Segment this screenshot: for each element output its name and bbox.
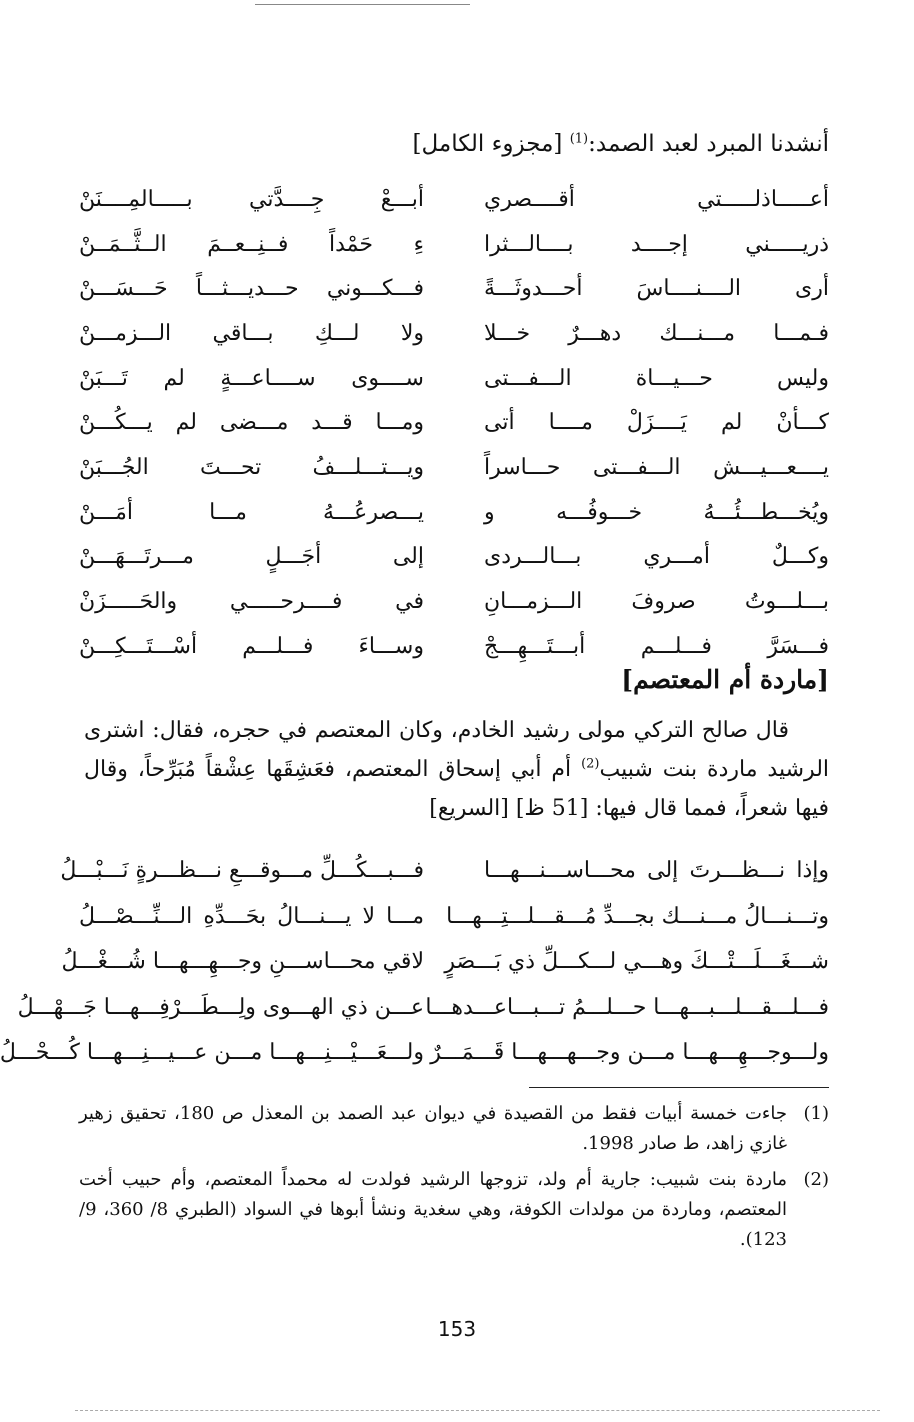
poem-2 [0,848,829,1076]
verse [79,490,829,535]
verse [79,356,829,401]
first-hemistich: ويُخـــطـــئُـــهُ خـــوفُـــه و [484,499,829,525]
verse [79,535,829,580]
second-hemistich: وســـاءَ فـــلـــم أسْـــتَـــكِـــنْ [79,633,424,659]
first-hemistich: وإذا نـــظـــرتَ إلى محـــاســـنـــهـــا [484,858,829,884]
first-hemistich: أعـــــاذلـــــتي أقــــصري [484,186,829,212]
paragraph [84,711,829,828]
first-hemistich: يــــعـــيـــش الـــفـــتى حـــاسراً [484,454,829,480]
verse [79,222,829,267]
poem-1 [79,177,829,669]
first-hemistich: وليس حـــيـــاة الـــفـــتى [484,365,829,391]
first-hemistich: فـمـــا مـــنـــك دهـــرٌ خـــلا [484,320,829,346]
scan-edge-line [75,1410,880,1411]
first-hemistich: فـــلـــقـــلـــبـــهـــا حـــلـــمُ تـــبـــاعـــدهـــا [425,994,829,1020]
verse [79,311,829,356]
footnote-text: جاءت خمسة أبيات فقط من القصيدة في ديوان عبد الصمد بن المعذل ص 180، تحقيق زهير غازي زاهد، ط صادر 1998. [79,1103,787,1154]
second-hemistich: يـــصرعُـــهُ مـــا أمَـــنْ [79,499,424,525]
second-hemistich: ءِ حَمْداً فــنِــعــمَ الــثَّــمَــنْ [79,231,424,257]
footnote-text: ماردة بنت شبيب: جارية أم ولد، تزوجها الرشيد فولدت له محمداً المعتصم، وأم حبيب أخت المعتصم، وماردة من مولدات الكوفة، وهي سغدية ونشأ أبوها في السواد (الطبري 8/ 360، 9/ 123). [79,1169,788,1250]
first-hemistich: بـــلـــوتُ صروفَ الـــزمـــانِ [484,589,829,615]
verse [79,894,829,940]
verse [0,1030,829,1076]
footnote-number: (2) [803,1169,829,1190]
verse [79,624,829,669]
verse [79,445,829,490]
verse [61,939,829,985]
footnotes [79,1099,829,1261]
paragraph-text-end: أم أبي إسحاق المعتصم، فعَشِقَها عِشْقاً مُبَرِّحاً، وقال فيها شعراً، فمما قال فيها: [51 ظ] [السريع] [84,757,829,821]
footnote-number: (1) [803,1103,829,1124]
second-hemistich: عـــن ذي الهـــوى ولِـــطَـــرْفِـــهـــا جَـــهْـــلُ [17,994,424,1020]
second-hemistich: لاقي محـــاســـنِ وجـــهِـــهـــا شُـــغْـــلُ [61,949,424,975]
first-hemistich: كـــأنْ لم يَــــزَلْ مــــا أتى [484,410,829,436]
intro-text: أنشدنا المبرد لعبد الصمد: [588,131,829,157]
meter-label: [مجزوء الكامل] [412,131,563,157]
second-hemistich: ومـــا قـــد مـــضى لم يـــكُـــنْ [79,410,424,436]
paragraph-text-start: قال صالح التركي مولى رشيد الخادم، وكان المعتصم في حجره، فقال: اشترى الرشيد ماردة بنت شبيب [84,718,830,782]
second-hemistich: أبـــعْ جِــــدَّتي بـــــالمِــــنَنْ [79,186,424,212]
footnote-separator [529,1087,829,1088]
footnote-ref-2[interactable]: (2) [581,756,600,772]
second-hemistich: إلى أجَـــلٍ مـــرتَـــهَـــنْ [79,544,424,570]
second-hemistich: مـــا لا يـــنـــالُ بحَـــدِّهِ الـــنِّـــصْـــلُ [79,903,424,929]
verse [79,400,829,445]
footnote-2 [79,1165,829,1255]
section-title: [ماردة أم المعتصم] [621,665,829,694]
second-hemistich: فـــكـــوني حـــديـــثـــاً حَـــسَـــنْ [79,276,424,302]
first-hemistich: ذريـــــني إجــــد بــــالـــثرا [484,231,829,257]
second-hemistich: ولـــعَـــيْـــنِـــهـــا مـــن عـــيـــنِـــهـــا كُـــحْـــلُ [0,1040,424,1066]
first-hemistich: وتـــنـــالُ مـــنـــك بجـــدِّ مُـــقـــلـــتِـــهـــا [446,903,829,929]
second-hemistich: ولا لـــكِ بـــاقي الـــزمـــنْ [79,320,424,346]
prose-paragraph [84,711,829,828]
first-hemistich: أرى الــــنــــاسَ أحـــدوثَـــةً [484,276,829,302]
second-hemistich: في فــــرحـــــي والحَـــــزَنْ [79,589,424,615]
verse [60,848,829,894]
second-hemistich: ســــوى ســــاعـــةٍ لم تَـــبَنْ [79,365,424,391]
poem-intro [412,126,829,162]
second-hemistich: ويـــتـــلـــفُ تحـــتَ الجُـــبَنْ [79,454,424,480]
first-hemistich: ولـــوجـــهِـــهـــا مـــن وجـــهـــهـــا قَـــمَـــرٌ [430,1040,829,1066]
top-rule [255,4,470,5]
verse [79,579,829,624]
footnote-1 [79,1099,829,1159]
verse [79,266,829,311]
first-hemistich: فـــسَرَّ فـــلـــم أبـــتَـــهِـــجْ [484,633,829,659]
verse [79,177,829,222]
first-hemistich: وكـــلٌ أمـــري بـــالـــردى [484,544,829,570]
footnote-ref-1[interactable]: (1) [569,131,589,147]
first-hemistich: شـــغَـــلَـــتْـــكَ وهـــي لـــكـــلِّ ذي بَـــصَرٍ [444,949,829,975]
second-hemistich: فـــبـــكُـــلِّ مـــوقـــعِ نـــظـــرةٍ نَـــبْـــلُ [60,858,424,884]
verse [17,985,829,1031]
page-number: 153 [437,1317,477,1341]
